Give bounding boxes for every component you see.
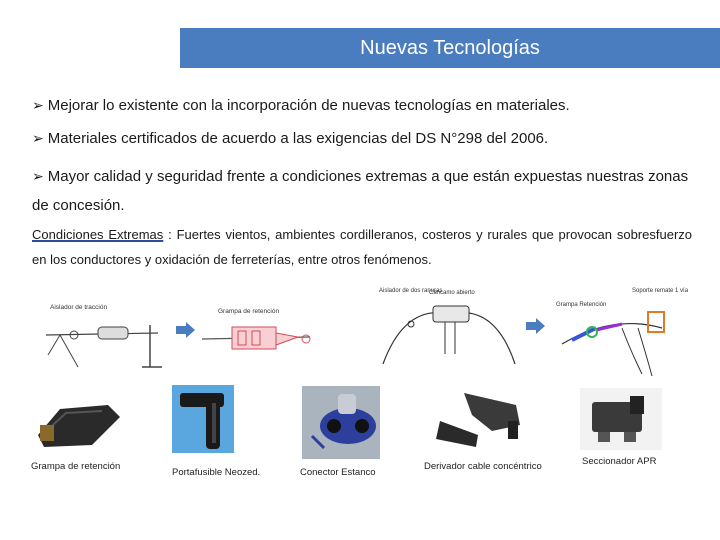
photo-caption: Seccionador APR <box>582 456 657 467</box>
bullet-item <box>32 95 570 116</box>
note-term: Condiciones Extremas <box>32 227 164 242</box>
extreme-conditions-note <box>32 222 692 272</box>
terminal-support-diagram <box>552 284 694 380</box>
watertight-connector-photo <box>302 386 380 459</box>
concentric-cable-tap-photo <box>420 385 530 455</box>
arrow-bullet-icon: ➢ <box>32 168 44 184</box>
diagram-label: Soporte remate 1 vía <box>632 288 689 294</box>
diagram-label: Grampa Retención <box>556 302 607 308</box>
diagram-label: Grampa de retención <box>218 308 280 315</box>
tension-insulator-diagram <box>38 295 170 370</box>
diagram-label: Cancamo abierto <box>429 290 475 296</box>
retention-clamp-photo <box>30 395 125 451</box>
bullet-text: Mayor calidad y seguridad frente a condiciones extremas a que están expuestas nuestras zonas de concesión. <box>32 168 689 214</box>
diagram-label: Aislador de tracción <box>50 304 108 311</box>
photo-caption: Grampa de retención <box>31 461 121 472</box>
bullet-text: Materiales certificados de acuerdo a las exigencias del DS N°298 del 2006. <box>47 130 549 147</box>
photo-caption: Derivador cable concéntrico <box>424 461 542 472</box>
retention-clamp-diagram <box>198 303 318 363</box>
arrow-bullet-icon: ➢ <box>32 130 44 146</box>
bullet-item <box>32 128 548 149</box>
right-arrow-icon <box>176 322 196 338</box>
neozed-fuse-holder-photo <box>172 385 234 453</box>
arrow-bullet-icon: ➢ <box>32 97 44 113</box>
apr-disconnector-photo <box>580 388 662 450</box>
photo-caption: Conector Estanco <box>300 467 376 478</box>
right-arrow-icon <box>526 318 546 334</box>
bullet-item <box>32 162 692 220</box>
slide-title: Nuevas Tecnologías <box>180 28 720 68</box>
diagram-label: Aislador de dos ranuras <box>379 288 443 294</box>
bullet-text: Mejorar lo existente con la incorporación de nuevas tecnologías en materiales. <box>47 97 570 114</box>
note-text: : Fuertes vientos, ambientes cordilleranos, costeros y rurales que provocan sobresfuerzo en los conductores y oxidación de ferreterías, entre otros fenómenos. <box>32 227 692 267</box>
two-groove-insulator-diagram <box>375 284 525 374</box>
photo-caption: Portafusible Neozed. <box>172 467 261 478</box>
